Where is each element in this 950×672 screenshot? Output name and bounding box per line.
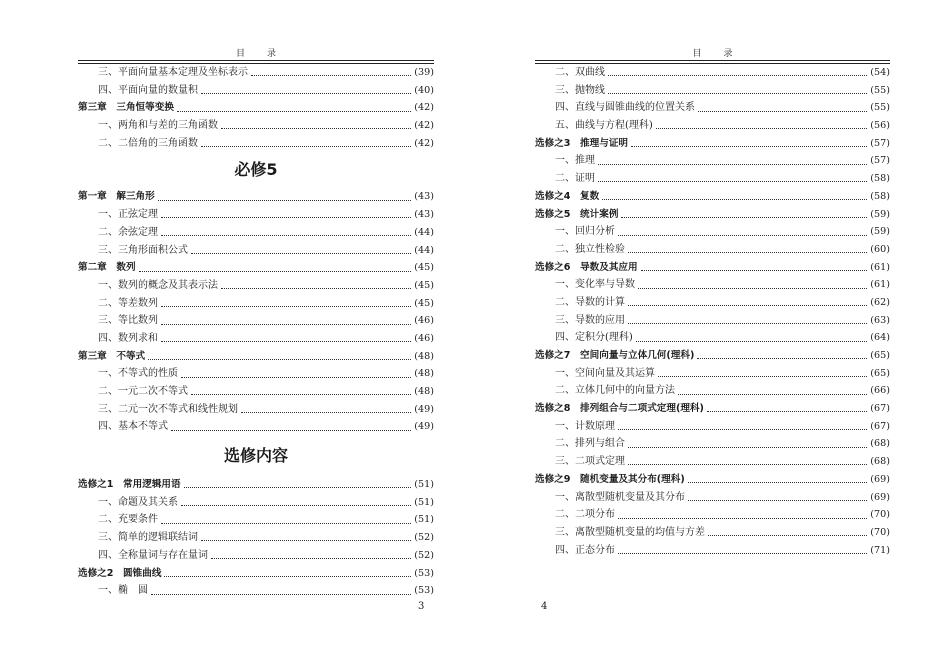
- entry-title: 二、排列与组合: [555, 438, 625, 450]
- entry-page-number: (46): [414, 315, 434, 327]
- entry-title: 一、正弦定理: [98, 209, 158, 221]
- dot-leader: [221, 288, 411, 289]
- dot-leader: [618, 235, 867, 236]
- toc-entry: [78, 365, 434, 383]
- entry-page-number: (53): [414, 585, 434, 597]
- toc-chapter-entry: [78, 565, 434, 583]
- entry-title: 第一章 解三角形: [78, 191, 155, 203]
- toc-entry: [535, 365, 890, 383]
- entry-page-number: (44): [414, 226, 434, 238]
- entry-title: 三、抛物线: [555, 84, 605, 96]
- entry-page-number: (46): [414, 332, 434, 344]
- entry-page-number: (45): [414, 279, 434, 291]
- toc-chapter-entry: [78, 476, 434, 494]
- toc-entry: [78, 511, 434, 529]
- entry-title: 一、推理: [555, 155, 595, 167]
- dot-leader: [618, 553, 867, 554]
- entry-page-number: (48): [414, 350, 434, 362]
- toc-entry: [535, 152, 890, 170]
- dot-leader: [171, 430, 411, 431]
- toc-entry: [78, 312, 434, 330]
- dot-leader: [181, 377, 411, 378]
- toc-entry: [535, 82, 890, 100]
- page-header: 目录: [235, 49, 298, 59]
- dot-leader: [678, 394, 867, 395]
- dot-leader: [688, 500, 867, 501]
- dot-leader: [628, 464, 867, 465]
- entry-page-number: (63): [870, 314, 890, 326]
- toc-entry: [535, 382, 890, 400]
- toc-entry: [535, 506, 890, 524]
- entry-title: 二、二倍角的三角函数: [98, 137, 198, 149]
- entry-title: 四、基本不等式: [98, 421, 168, 433]
- entry-page-number: (52): [414, 549, 434, 561]
- dot-leader: [148, 359, 411, 360]
- entry-page-number: (48): [414, 368, 434, 380]
- toc-entry: [78, 82, 434, 100]
- toc-entry: [535, 241, 890, 259]
- toc-entry: [535, 489, 890, 507]
- entry-page-number: (51): [414, 479, 434, 491]
- toc-entry: [78, 383, 434, 401]
- entry-title: 选修之7 空间向量与立体几何(理科): [535, 350, 695, 361]
- entry-title: 三、三角形面积公式: [98, 244, 188, 256]
- entry-title: 四、平面向量的数量积: [98, 84, 198, 96]
- entry-page-number: (42): [414, 102, 434, 114]
- entry-title: 一、回归分析: [555, 226, 615, 238]
- dot-leader: [631, 146, 867, 147]
- entry-title: 四、定积分(理科): [555, 332, 633, 344]
- entry-page-number: (58): [870, 173, 890, 185]
- entry-title: 第三章 三角恒等变换: [78, 102, 174, 114]
- toc-list: [535, 64, 890, 559]
- entry-title: 二、导数的计算: [555, 296, 625, 308]
- section-heading: 必修5: [234, 160, 278, 180]
- entry-page-number: (57): [870, 137, 890, 149]
- entry-page-number: (61): [870, 279, 890, 291]
- dot-leader: [139, 271, 412, 272]
- dot-leader: [707, 411, 867, 412]
- toc-group-b: [78, 188, 434, 436]
- toc-entry: [535, 117, 890, 135]
- entry-page-number: (52): [414, 532, 434, 544]
- entry-title: 一、命题及其关系: [98, 496, 178, 508]
- toc-entry: [535, 99, 890, 117]
- entry-page-number: (55): [870, 102, 890, 114]
- dot-leader: [628, 305, 867, 306]
- header-rule: [78, 60, 434, 61]
- dot-leader: [628, 252, 867, 253]
- section-heading: 选修内容: [223, 446, 288, 466]
- entry-page-number: (54): [870, 67, 890, 78]
- toc-chapter-entry: [535, 347, 890, 365]
- dot-leader: [221, 128, 411, 129]
- entry-title: 选修之5 统计案例: [535, 208, 619, 220]
- entry-title: 四、正态分布: [555, 544, 615, 556]
- dot-leader: [251, 75, 411, 76]
- dot-leader: [161, 235, 411, 236]
- toc-entry: [535, 524, 890, 542]
- toc-entry: [78, 547, 434, 565]
- entry-title: 二、充要条件: [98, 514, 158, 526]
- entry-title: 二、一元二次不等式: [98, 386, 188, 397]
- toc-chapter-entry: [535, 206, 890, 224]
- toc-entry: [535, 453, 890, 471]
- entry-page-number: (68): [870, 456, 890, 468]
- toc-chapter-entry: [78, 99, 434, 117]
- toc-chapter-entry: [535, 259, 890, 277]
- entry-page-number: (59): [870, 226, 890, 238]
- toc-entry: [535, 170, 890, 188]
- entry-page-number: (57): [870, 155, 890, 167]
- entry-title: 一、空间向量及其运算: [555, 367, 655, 379]
- entry-page-number: (48): [414, 386, 434, 397]
- dot-leader: [608, 93, 867, 94]
- entry-page-number: (62): [870, 296, 890, 308]
- toc-chapter-entry: [78, 348, 434, 366]
- dot-leader: [656, 128, 867, 129]
- toc-entry: [78, 401, 434, 419]
- toc-entry: [535, 276, 890, 294]
- toc-entry: [535, 312, 890, 330]
- entry-title: 一、计数原理: [555, 420, 615, 432]
- toc-entry: [78, 418, 434, 436]
- dot-leader: [628, 323, 867, 324]
- entry-page-number: (43): [414, 209, 434, 221]
- dot-leader: [241, 412, 411, 413]
- page-number: 3: [418, 601, 425, 612]
- entry-page-number: (45): [414, 297, 434, 309]
- entry-page-number: (61): [870, 261, 890, 273]
- entry-title: 二、独立性检验: [555, 243, 625, 255]
- dot-leader: [618, 518, 867, 519]
- entry-page-number: (53): [414, 567, 434, 579]
- dot-leader: [658, 376, 867, 377]
- page-header: 目录: [692, 49, 755, 59]
- entry-title: 一、数列的概念及其表示法: [98, 279, 218, 291]
- entry-page-number: (70): [870, 509, 890, 521]
- entry-page-number: (40): [414, 84, 434, 96]
- entry-title: 选修之8 排列组合与二项式定理(理科): [535, 403, 704, 415]
- entry-title: 一、不等式的性质: [98, 368, 178, 380]
- entry-page-number: (68): [870, 438, 890, 450]
- toc-entry: [78, 135, 434, 153]
- dot-leader: [177, 111, 411, 112]
- left-page: [78, 0, 434, 672]
- dot-leader: [598, 164, 867, 165]
- entry-page-number: (71): [870, 544, 890, 556]
- entry-title: 选修之6 导数及其应用: [535, 261, 638, 273]
- toc-entry: [78, 206, 434, 224]
- entry-page-number: (69): [870, 491, 890, 503]
- entry-page-number: (67): [870, 403, 890, 415]
- toc-entry: [535, 418, 890, 436]
- dot-leader: [164, 576, 411, 577]
- toc-entry: [78, 295, 434, 313]
- dot-leader: [211, 558, 411, 559]
- toc-entry: [78, 494, 434, 512]
- entry-page-number: (39): [414, 67, 434, 78]
- entry-title: 三、二元一次不等式和线性规划: [98, 403, 238, 415]
- dot-leader: [628, 447, 867, 448]
- dot-leader: [201, 146, 411, 147]
- entry-page-number: (60): [870, 243, 890, 255]
- entry-page-number: (70): [870, 526, 890, 538]
- toc-entry: [78, 277, 434, 295]
- toc-list: [78, 64, 434, 600]
- entry-title: 三、离散型随机变量的均值与方差: [555, 526, 705, 538]
- toc-entry: [535, 329, 890, 347]
- dot-leader: [621, 217, 867, 218]
- entry-page-number: (66): [870, 385, 890, 397]
- toc-group-a: [78, 64, 434, 152]
- toc-group-c: [78, 476, 434, 600]
- dot-leader: [161, 324, 411, 325]
- toc-entry: [78, 529, 434, 547]
- toc-chapter-entry: [78, 259, 434, 277]
- dot-leader: [697, 358, 867, 359]
- entry-title: 一、椭 圆: [98, 585, 148, 597]
- entry-page-number: (43): [414, 191, 434, 203]
- dot-leader: [184, 487, 412, 488]
- toc-entry: [535, 64, 890, 82]
- dot-leader: [158, 200, 412, 201]
- entry-title: 二、证明: [555, 173, 595, 185]
- entry-title: 二、等差数列: [98, 297, 158, 309]
- entry-title: 选修之4 复数: [535, 190, 600, 202]
- dot-leader: [201, 540, 411, 541]
- entry-title: 二、二项分布: [555, 509, 615, 521]
- dot-leader: [708, 535, 867, 536]
- dot-leader: [201, 93, 411, 94]
- dot-leader: [618, 429, 867, 430]
- entry-page-number: (49): [414, 403, 434, 415]
- toc-entry: [78, 64, 434, 82]
- entry-title: 三、二项式定理: [555, 456, 625, 468]
- toc-entry: [78, 582, 434, 600]
- toc-chapter-entry: [78, 188, 434, 206]
- entry-page-number: (49): [414, 421, 434, 433]
- toc-entry: [535, 542, 890, 560]
- toc-entry: [78, 242, 434, 260]
- entry-page-number: (42): [414, 137, 434, 149]
- entry-title: 二、余弦定理: [98, 226, 158, 238]
- entry-page-number: (64): [870, 332, 890, 344]
- dot-leader: [161, 217, 411, 218]
- dot-leader: [608, 75, 867, 76]
- entry-page-number: (69): [870, 473, 890, 485]
- entry-title: 一、变化率与导数: [555, 279, 635, 291]
- dot-leader: [151, 594, 411, 595]
- dot-leader: [688, 482, 868, 483]
- page-number: 4: [541, 601, 548, 612]
- entry-title: 四、全称量词与存在量词: [98, 549, 208, 561]
- dot-leader: [641, 270, 868, 271]
- entry-title: 选修之3 推理与证明: [535, 137, 629, 149]
- entry-title: 四、直线与圆锥曲线的位置关系: [555, 102, 695, 114]
- dot-leader: [161, 523, 411, 524]
- toc-chapter-entry: [535, 400, 890, 418]
- toc-entry: [535, 435, 890, 453]
- toc-entry: [78, 117, 434, 135]
- toc-entry: [535, 294, 890, 312]
- toc-entry: [78, 224, 434, 242]
- entry-page-number: (51): [414, 496, 434, 508]
- entry-page-number: (51): [414, 514, 434, 526]
- entry-page-number: (65): [870, 367, 890, 379]
- entry-page-number: (44): [414, 244, 434, 256]
- entry-page-number: (42): [414, 120, 434, 132]
- entry-title: 一、离散型随机变量及其分布: [555, 491, 685, 503]
- toc-entry: [78, 330, 434, 348]
- entry-page-number: (45): [414, 262, 434, 274]
- toc-entry: [535, 223, 890, 241]
- entry-page-number: (59): [870, 208, 890, 220]
- entry-title: 第二章 数列: [78, 262, 136, 274]
- toc-chapter-entry: [535, 471, 890, 489]
- header-rule: [535, 60, 890, 61]
- toc-group: [535, 64, 890, 559]
- dot-leader: [161, 341, 411, 342]
- entry-page-number: (55): [870, 84, 890, 96]
- dot-leader: [636, 341, 867, 342]
- entry-page-number: (65): [870, 350, 890, 361]
- dot-leader: [191, 394, 411, 395]
- entry-page-number: (67): [870, 420, 890, 432]
- dot-leader: [698, 111, 867, 112]
- dot-leader: [191, 253, 411, 254]
- entry-title: 选修之2 圆锥曲线: [78, 567, 162, 579]
- toc-chapter-entry: [535, 135, 890, 153]
- dot-leader: [598, 181, 867, 182]
- entry-title: 二、立体几何中的向量方法: [555, 385, 675, 397]
- dot-leader: [161, 306, 411, 307]
- toc-chapter-entry: [535, 188, 890, 206]
- dot-leader: [602, 199, 867, 200]
- entry-title: 一、两角和与差的三角函数: [98, 120, 218, 132]
- entry-title: 三、平面向量基本定理及坐标表示: [98, 67, 248, 78]
- entry-page-number: (58): [870, 190, 890, 202]
- entry-title: 选修之1 常用逻辑用语: [78, 479, 181, 491]
- dot-leader: [638, 288, 867, 289]
- entry-page-number: (56): [870, 120, 890, 132]
- entry-title: 三、导数的应用: [555, 314, 625, 326]
- entry-title: 五、曲线与方程(理科): [555, 120, 653, 132]
- entry-title: 三、简单的逻辑联结词: [98, 532, 198, 544]
- entry-title: 第三章 不等式: [78, 350, 146, 362]
- dot-leader: [181, 505, 411, 506]
- entry-title: 选修之9 随机变量及其分布(理科): [535, 473, 685, 485]
- entry-title: 二、双曲线: [555, 67, 605, 78]
- right-page: [535, 0, 890, 672]
- entry-title: 三、等比数列: [98, 315, 158, 327]
- entry-title: 四、数列求和: [98, 332, 158, 344]
